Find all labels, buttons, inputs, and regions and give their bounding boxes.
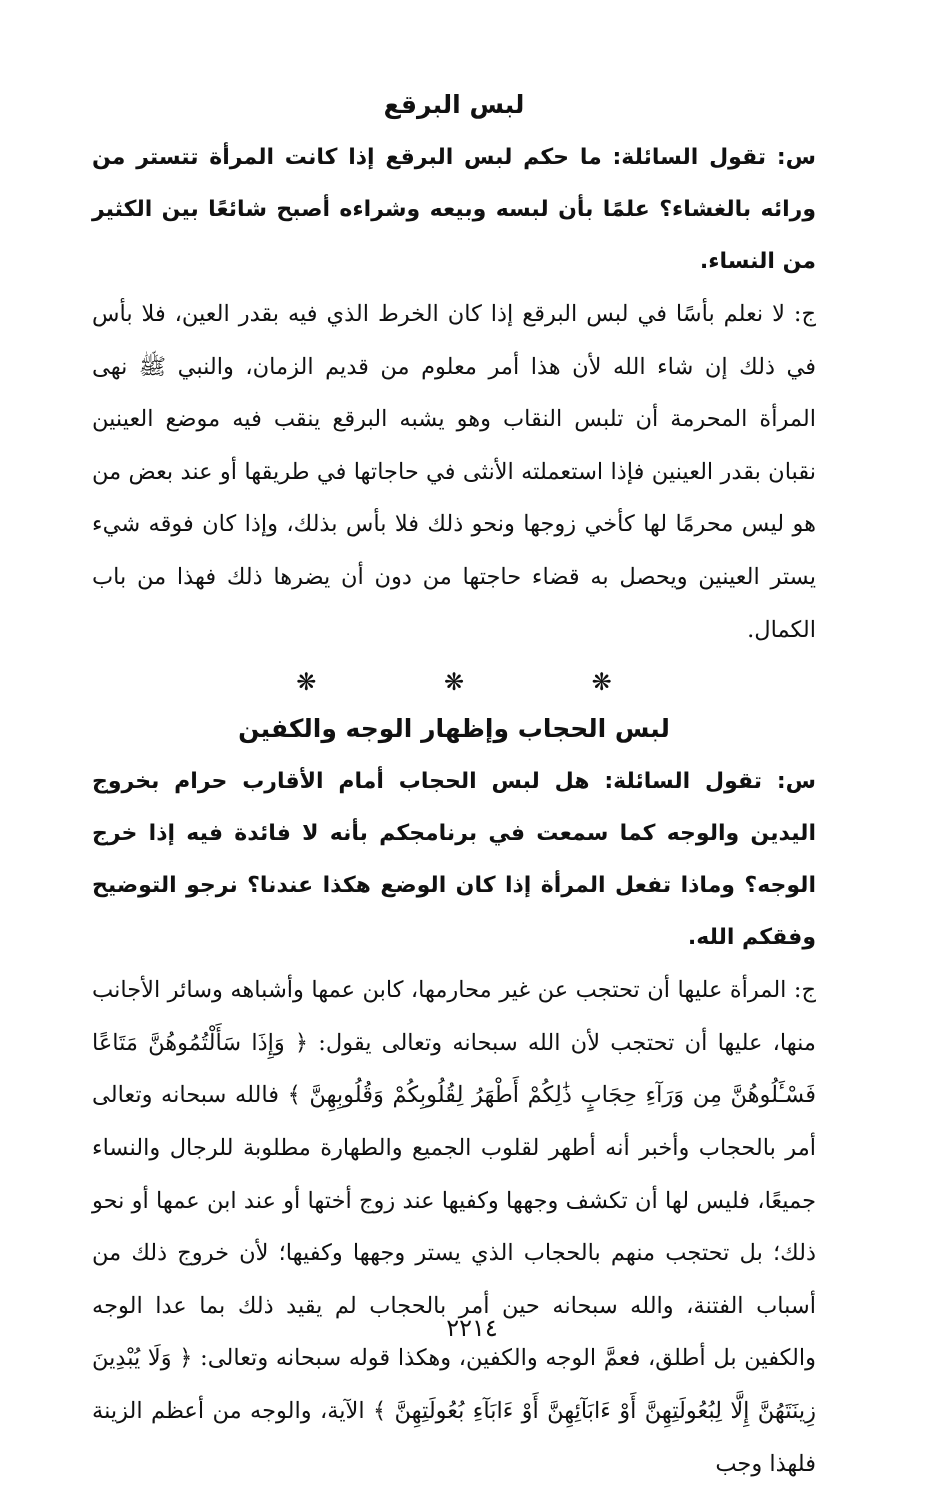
question-burqa: س: تقول السائلة: ما حكم لبس البرقع إذا كانت المرأة تتستر من ورائه بالغشاء؟ علمًا بأن لبسه وبيعه وشراءه أصبح شائعًا بين الكثير من النساء.: [92, 145, 816, 274]
page-body: [92, 78, 816, 1490]
section-separator: ❋ ❋ ❋: [296, 668, 672, 697]
section-title-hijab: لبس الحجاب وإظهار الوجه والكفين: [238, 714, 670, 744]
question-hijab: س: تقول السائلة: هل لبس الحجاب أمام الأقارب حرام بخروج اليدين والوجه كما سمعت في برنامجكم بأنه لا فائدة فيه إذا خرج الوجه؟ وماذا تفعل المرأة إذا كان الوضع هكذا عندنا؟ نرجو التوضيح وفقكم الله.: [92, 769, 816, 951]
page-number: ٢٢١٤: [446, 1314, 498, 1342]
section-title-burqa: لبس البرقع: [383, 90, 525, 119]
answer-burqa: ج: لا نعلم بأسًا في لبس البرقع إذا كان الخرط الذي فيه بقدر العين، فلا بأس في ذلك إن شاء الله لأن هذا أمر معلوم من قديم الزمان، والنبي ﷺ نهى المرأة المحرمة أن تلبس النقاب وهو يشبه البرقع ينقب فيه موضع العينين نقبان بقدر العينين فإذا استعملته الأنثى في حاجاتها في طريقها أو عند بعض من هو ليس محرمًا لها كأخي زوجها ونحو ذلك فلا بأس بذلك، وإذا كان فوقه شيء يستر العينين ويحصل به قضاء حاجتها من دون أن يضرها ذلك فهذا من باب الكمال.: [92, 301, 816, 643]
answer-hijab: ج: المرأة عليها أن تحتجب عن غير محارمها، كابن عمها وأشباهه وسائر الأجانب منها، عليها أن تحتجب لأن الله سبحانه وتعالى يقول: ﴿ وَإِذَا سَأَلْتُمُوهُنَّ مَتَاعًا فَسْـَٔلُوهُنَّ مِن وَرَآءِ حِجَابٍ ذَٰلِكُمْ أَطْهَرُ لِقُلُوبِكُمْ وَقُلُوبِهِنَّ ﴾ فالله سبحانه وتعالى أمر بالحجاب وأخبر أنه أطهر لقلوب الجميع والطهارة مطلوبة للرجال والنساء جميعًا، فليس لها أن تكشف وجهها وكفيها عند زوج أختها أو عند ابن عمها أو نحو ذلك؛ بل تحتجب منهم بالحجاب الذي يستر وجهها وكفيها؛ لأن خروج ذلك من أسباب الفتنة، والله سبحانه حين أمر بالحجاب لم يقيد ذلك بما عدا الوجه والكفين بل أطلق، فعمَّ الوجه والكفين، وهكذا قوله سبحانه وتعالى: ﴿ وَلَا يُبْدِينَ زِينَتَهُنَّ إِلَّا لِبُعُولَتِهِنَّ أَوْ ءَابَآئِهِنَّ أَوْ ءَابَآءِ بُعُولَتِهِنَّ ﴾ الآية، والوجه من أعظم الزينة فلهذا وجب: [92, 977, 816, 1477]
